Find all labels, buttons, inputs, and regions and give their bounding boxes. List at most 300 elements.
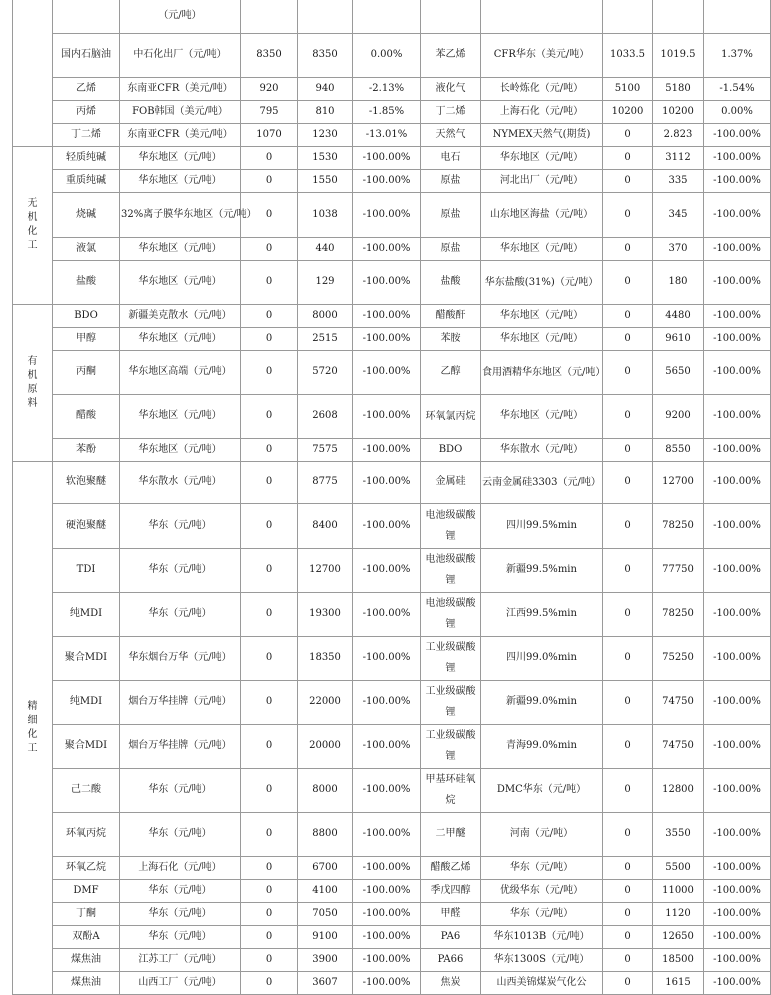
category-text: 无机化工	[27, 198, 38, 251]
price-previous-left: 1530	[298, 146, 353, 169]
price-previous-right	[653, 0, 704, 33]
price-current-left: 0	[241, 548, 298, 592]
item-name-left: 烧碱	[53, 192, 120, 237]
change-left: -100.00%	[353, 902, 421, 925]
change-left: -100.00%	[353, 438, 421, 461]
change-right: -100.00%	[704, 636, 771, 680]
price-current-left: 0	[241, 925, 298, 948]
change-right	[704, 0, 771, 33]
change-left: 0.00%	[353, 33, 421, 77]
table-row	[13, 503, 771, 548]
spec-right: 江西99.5%min	[481, 592, 603, 636]
item-name-right: 原盐	[421, 192, 481, 237]
item-name-right: 电池级碳酸锂	[421, 503, 481, 548]
price-current-left: 0	[241, 902, 298, 925]
change-left: -1.85%	[353, 100, 421, 123]
item-name-right: 工业级碳酸锂	[421, 724, 481, 768]
category-label	[13, 146, 53, 304]
item-name-left: 丙烯	[53, 100, 120, 123]
price-current-left: 0	[241, 971, 298, 994]
change-left: -100.00%	[353, 192, 421, 237]
price-previous-right: 12800	[653, 768, 704, 812]
change-left: -100.00%	[353, 394, 421, 438]
price-current-right: 0	[603, 925, 653, 948]
spec-left: 新疆美克散水（元/吨）	[120, 304, 241, 327]
price-current-right: 0	[603, 304, 653, 327]
table-row	[13, 350, 771, 394]
price-current-left: 0	[241, 394, 298, 438]
price-previous-left: 3607	[298, 971, 353, 994]
price-previous-right: 9200	[653, 394, 704, 438]
spec-left: 中石化出厂（元/吨）	[120, 33, 241, 77]
item-name-left: 苯酚	[53, 438, 120, 461]
change-left: -100.00%	[353, 260, 421, 304]
change-left: -100.00%	[353, 680, 421, 724]
price-previous-right: 5650	[653, 350, 704, 394]
change-right: -100.00%	[704, 812, 771, 856]
price-current-right: 0	[603, 394, 653, 438]
price-current-left: 0	[241, 237, 298, 260]
price-previous-right: 370	[653, 237, 704, 260]
change-right: -100.00%	[704, 394, 771, 438]
price-previous-right: 5500	[653, 856, 704, 879]
price-previous-right: 18500	[653, 948, 704, 971]
price-current-left: 0	[241, 768, 298, 812]
change-left: -2.13%	[353, 77, 421, 100]
spec-left: （元/吨）	[120, 0, 241, 33]
table-row	[13, 768, 771, 812]
item-name-left: DMF	[53, 879, 120, 902]
change-right: -100.00%	[704, 438, 771, 461]
item-name-left: 重质纯碱	[53, 169, 120, 192]
item-name-right: 工业级碳酸锂	[421, 636, 481, 680]
spec-right: 新疆99.0%min	[481, 680, 603, 724]
price-previous-right: 11000	[653, 879, 704, 902]
category-text: 有机原料	[27, 355, 38, 409]
category-label	[13, 304, 53, 461]
spec-right: 河北出厂（元/吨）	[481, 169, 603, 192]
item-name-right: 苯乙烯	[421, 33, 481, 77]
price-current-right: 0	[603, 260, 653, 304]
table-row	[13, 304, 771, 327]
change-right: -100.00%	[704, 260, 771, 304]
item-name-right: 电池级碳酸锂	[421, 548, 481, 592]
item-name-right: 电池级碳酸锂	[421, 592, 481, 636]
spec-right	[481, 0, 603, 33]
price-current-right: 0	[603, 902, 653, 925]
spec-right: 华东地区（元/吨）	[481, 394, 603, 438]
change-right: 1.37%	[704, 33, 771, 77]
item-name-left: 轻质纯碱	[53, 146, 120, 169]
price-current-left: 920	[241, 77, 298, 100]
spec-left: 华东散水（元/吨）	[120, 461, 241, 503]
price-previous-right: 77750	[653, 548, 704, 592]
table-row	[13, 856, 771, 879]
item-name-right: 原盐	[421, 169, 481, 192]
price-previous-left: 129	[298, 260, 353, 304]
price-previous-left: 3900	[298, 948, 353, 971]
price-current-left: 0	[241, 260, 298, 304]
price-previous-right: 78250	[653, 503, 704, 548]
price-current-left: 0	[241, 856, 298, 879]
spec-right: 华东盐酸(31%)（元/吨）	[481, 260, 603, 304]
price-previous-left: 940	[298, 77, 353, 100]
price-current-right: 0	[603, 169, 653, 192]
price-current-right: 0	[603, 503, 653, 548]
spec-left: 上海石化（元/吨）	[120, 856, 241, 879]
table-row	[13, 260, 771, 304]
spec-right: 华东（元/吨）	[481, 856, 603, 879]
spec-right: DMC华东（元/吨）	[481, 768, 603, 812]
price-current-left: 0	[241, 192, 298, 237]
table-row	[13, 237, 771, 260]
price-previous-left: 8775	[298, 461, 353, 503]
price-previous-left: 440	[298, 237, 353, 260]
item-name-right: 天然气	[421, 123, 481, 146]
spec-right: 华东（元/吨）	[481, 902, 603, 925]
item-name-right: 乙醇	[421, 350, 481, 394]
spec-right: 华东散水（元/吨）	[481, 438, 603, 461]
spec-left: 华东地区（元/吨）	[120, 260, 241, 304]
category-label	[13, 0, 53, 146]
spec-left: 华东地区（元/吨）	[120, 327, 241, 350]
price-current-left: 0	[241, 304, 298, 327]
item-name-right: 工业级碳酸锂	[421, 680, 481, 724]
price-current-right: 0	[603, 327, 653, 350]
price-previous-left: 1230	[298, 123, 353, 146]
change-right: -100.00%	[704, 237, 771, 260]
spec-left: 华东（元/吨）	[120, 503, 241, 548]
table-row	[13, 169, 771, 192]
spec-right: 山东地区海盐（元/吨）	[481, 192, 603, 237]
item-name-right: BDO	[421, 438, 481, 461]
price-current-right: 0	[603, 971, 653, 994]
change-right: -100.00%	[704, 948, 771, 971]
spec-left: 32%离子膜华东地区（元/吨）	[120, 192, 241, 237]
item-name-left: 丁二烯	[53, 123, 120, 146]
table-row	[13, 438, 771, 461]
item-name-left: 硬泡聚醚	[53, 503, 120, 548]
change-left: -100.00%	[353, 879, 421, 902]
item-name-left: 煤焦油	[53, 971, 120, 994]
change-left: -100.00%	[353, 812, 421, 856]
spec-right: 华东地区（元/吨）	[481, 327, 603, 350]
category-label	[13, 461, 53, 994]
table-row	[13, 879, 771, 902]
price-previous-right: 4480	[653, 304, 704, 327]
spec-right: 华东1300S（元/吨）	[481, 948, 603, 971]
change-right: 0.00%	[704, 100, 771, 123]
item-name-right: PA66	[421, 948, 481, 971]
change-right: -100.00%	[704, 304, 771, 327]
change-left: -100.00%	[353, 350, 421, 394]
spec-right: 优级华东（元/吨）	[481, 879, 603, 902]
spec-left: 华东（元/吨）	[120, 768, 241, 812]
change-left: -100.00%	[353, 724, 421, 768]
price-current-right: 0	[603, 680, 653, 724]
spec-right: NYMEX天然气(期货)	[481, 123, 603, 146]
item-name-left: 甲醇	[53, 327, 120, 350]
item-name-left: 聚合MDI	[53, 724, 120, 768]
item-name-left: 纯MDI	[53, 592, 120, 636]
price-previous-right: 345	[653, 192, 704, 237]
item-name-left: 丁酮	[53, 902, 120, 925]
spec-left: 华东（元/吨）	[120, 879, 241, 902]
price-previous-right: 74750	[653, 724, 704, 768]
item-name-right: 苯胺	[421, 327, 481, 350]
price-current-left: 0	[241, 724, 298, 768]
price-previous-left: 1550	[298, 169, 353, 192]
price-previous-left: 8800	[298, 812, 353, 856]
spec-right: 云南金属硅3303（元/吨）	[481, 461, 603, 503]
price-current-left: 0	[241, 438, 298, 461]
price-table	[12, 0, 771, 995]
spec-left: 山西工厂（元/吨）	[120, 971, 241, 994]
spec-left: 华东（元/吨）	[120, 592, 241, 636]
price-previous-left: 20000	[298, 724, 353, 768]
item-name-left: 双酚A	[53, 925, 120, 948]
item-name-left: 己二酸	[53, 768, 120, 812]
spec-left: 东南亚CFR（美元/吨）	[120, 123, 241, 146]
item-name-right: 盐酸	[421, 260, 481, 304]
price-previous-right: 78250	[653, 592, 704, 636]
spec-left: 烟台万华挂牌（元/吨）	[120, 680, 241, 724]
change-right: -100.00%	[704, 680, 771, 724]
price-current-right: 1033.5	[603, 33, 653, 77]
price-previous-right: 1120	[653, 902, 704, 925]
change-left	[353, 0, 421, 33]
item-name-right	[421, 0, 481, 33]
spec-left: 东南亚CFR（美元/吨）	[120, 77, 241, 100]
item-name-right: 原盐	[421, 237, 481, 260]
price-previous-left: 18350	[298, 636, 353, 680]
price-previous-left: 12700	[298, 548, 353, 592]
change-left: -100.00%	[353, 925, 421, 948]
price-current-left: 0	[241, 503, 298, 548]
table-row	[13, 948, 771, 971]
item-name-left: 国内石脑油	[53, 33, 120, 77]
change-right: -100.00%	[704, 768, 771, 812]
price-previous-right: 74750	[653, 680, 704, 724]
price-current-right: 0	[603, 812, 653, 856]
table-row	[13, 592, 771, 636]
price-previous-left	[298, 0, 353, 33]
spec-left: 华东（元/吨）	[120, 902, 241, 925]
change-right: -100.00%	[704, 461, 771, 503]
price-current-right: 0	[603, 146, 653, 169]
price-current-right: 0	[603, 548, 653, 592]
table-row	[13, 724, 771, 768]
spec-left: 江苏工厂（元/吨）	[120, 948, 241, 971]
change-right: -100.00%	[704, 192, 771, 237]
change-right: -100.00%	[704, 146, 771, 169]
price-current-right: 0	[603, 948, 653, 971]
table-row	[13, 77, 771, 100]
price-previous-left: 9100	[298, 925, 353, 948]
price-previous-left: 19300	[298, 592, 353, 636]
price-current-left	[241, 0, 298, 33]
spec-right: 华东1013B（元/吨）	[481, 925, 603, 948]
price-previous-right: 1615	[653, 971, 704, 994]
item-name-left: 盐酸	[53, 260, 120, 304]
spec-left: 烟台万华挂牌（元/吨）	[120, 724, 241, 768]
price-current-right: 0	[603, 879, 653, 902]
price-current-right: 0	[603, 350, 653, 394]
item-name-left: 乙烯	[53, 77, 120, 100]
table-row	[13, 100, 771, 123]
price-current-left: 0	[241, 592, 298, 636]
change-left: -100.00%	[353, 327, 421, 350]
spec-left: 华东（元/吨）	[120, 925, 241, 948]
item-name-right: 焦炭	[421, 971, 481, 994]
item-name-right: 甲基环硅氧烷	[421, 768, 481, 812]
change-left: -100.00%	[353, 592, 421, 636]
price-previous-right: 10200	[653, 100, 704, 123]
item-name-right: 二甲醚	[421, 812, 481, 856]
item-name-left: 醋酸	[53, 394, 120, 438]
table-row	[13, 146, 771, 169]
spec-left: 华东地区（元/吨）	[120, 237, 241, 260]
price-previous-right: 75250	[653, 636, 704, 680]
price-previous-left: 2515	[298, 327, 353, 350]
item-name-right: 甲醛	[421, 902, 481, 925]
price-current-left: 0	[241, 948, 298, 971]
price-previous-left: 7575	[298, 438, 353, 461]
price-current-right: 0	[603, 461, 653, 503]
price-current-left: 0	[241, 879, 298, 902]
item-name-left: 环氧乙烷	[53, 856, 120, 879]
price-previous-right: 1019.5	[653, 33, 704, 77]
price-current-right: 0	[603, 768, 653, 812]
change-left: -100.00%	[353, 948, 421, 971]
spec-right: 新疆99.5%min	[481, 548, 603, 592]
price-current-right: 0	[603, 592, 653, 636]
table-row	[13, 192, 771, 237]
price-previous-left: 1038	[298, 192, 353, 237]
price-previous-right: 3112	[653, 146, 704, 169]
change-left: -100.00%	[353, 146, 421, 169]
price-previous-right: 12700	[653, 461, 704, 503]
spec-right: 华东地区（元/吨）	[481, 304, 603, 327]
price-previous-right: 5180	[653, 77, 704, 100]
item-name-left: 环氧丙烷	[53, 812, 120, 856]
price-current-left: 0	[241, 327, 298, 350]
price-current-right: 10200	[603, 100, 653, 123]
price-previous-left: 8400	[298, 503, 353, 548]
table-row	[13, 0, 771, 33]
item-name-right: 醋酸酐	[421, 304, 481, 327]
item-name-right: 丁二烯	[421, 100, 481, 123]
change-right: -100.00%	[704, 971, 771, 994]
price-current-left: 0	[241, 636, 298, 680]
price-previous-left: 22000	[298, 680, 353, 724]
change-right: -100.00%	[704, 592, 771, 636]
item-name-left: BDO	[53, 304, 120, 327]
table-row	[13, 925, 771, 948]
price-current-left: 0	[241, 812, 298, 856]
price-previous-right: 12650	[653, 925, 704, 948]
spec-left: 华东（元/吨）	[120, 812, 241, 856]
table-row	[13, 33, 771, 77]
table-row	[13, 971, 771, 994]
item-name-left: 软泡聚醚	[53, 461, 120, 503]
item-name-left: 聚合MDI	[53, 636, 120, 680]
spec-right: 长岭炼化（元/吨）	[481, 77, 603, 100]
spec-right: 山西美锦煤炭气化公	[481, 971, 603, 994]
item-name-left: 纯MDI	[53, 680, 120, 724]
price-current-right: 0	[603, 856, 653, 879]
price-current-right: 0	[603, 636, 653, 680]
price-current-left: 0	[241, 680, 298, 724]
price-previous-right: 180	[653, 260, 704, 304]
item-name-left: 液氯	[53, 237, 120, 260]
change-right: -100.00%	[704, 856, 771, 879]
price-previous-right: 2.823	[653, 123, 704, 146]
price-previous-right: 3550	[653, 812, 704, 856]
price-current-left: 0	[241, 169, 298, 192]
spec-left: 华东（元/吨）	[120, 548, 241, 592]
change-right: -100.00%	[704, 169, 771, 192]
item-name-left	[53, 0, 120, 33]
change-left: -13.01%	[353, 123, 421, 146]
price-current-right: 0	[603, 724, 653, 768]
change-right: -100.00%	[704, 925, 771, 948]
table-row	[13, 327, 771, 350]
spec-right: 华东地区（元/吨）	[481, 237, 603, 260]
item-name-right: PA6	[421, 925, 481, 948]
change-right: -100.00%	[704, 902, 771, 925]
change-right: -100.00%	[704, 548, 771, 592]
price-previous-left: 8350	[298, 33, 353, 77]
spec-right: CFR华东（美元/吨）	[481, 33, 603, 77]
price-current-left: 0	[241, 146, 298, 169]
price-current-left: 0	[241, 461, 298, 503]
change-right: -100.00%	[704, 503, 771, 548]
spec-left: 华东烟台万华（元/吨）	[120, 636, 241, 680]
price-current-right: 0	[603, 438, 653, 461]
spec-left: FOB韩国（美元/吨）	[120, 100, 241, 123]
change-right: -100.00%	[704, 327, 771, 350]
price-current-left: 1070	[241, 123, 298, 146]
price-previous-right: 9610	[653, 327, 704, 350]
change-left: -100.00%	[353, 636, 421, 680]
price-current-right: 0	[603, 123, 653, 146]
item-name-left: 煤焦油	[53, 948, 120, 971]
item-name-right: 季戊四醇	[421, 879, 481, 902]
spec-right: 上海石化（元/吨）	[481, 100, 603, 123]
table-row	[13, 461, 771, 503]
price-previous-left: 4100	[298, 879, 353, 902]
change-left: -100.00%	[353, 548, 421, 592]
price-previous-left: 2608	[298, 394, 353, 438]
spec-left: 华东地区高端（元/吨）	[120, 350, 241, 394]
category-text: 精细化工	[27, 700, 38, 754]
price-previous-left: 7050	[298, 902, 353, 925]
price-previous-left: 8000	[298, 768, 353, 812]
change-right: -100.00%	[704, 724, 771, 768]
change-left: -100.00%	[353, 768, 421, 812]
spec-right: 青海99.0%min	[481, 724, 603, 768]
spec-left: 华东地区（元/吨）	[120, 169, 241, 192]
change-right: -1.54%	[704, 77, 771, 100]
price-previous-left: 6700	[298, 856, 353, 879]
price-previous-right: 8550	[653, 438, 704, 461]
item-name-right: 环氧氯丙烷	[421, 394, 481, 438]
table-row	[13, 680, 771, 724]
table-row	[13, 394, 771, 438]
change-left: -100.00%	[353, 304, 421, 327]
item-name-right: 金属硅	[421, 461, 481, 503]
